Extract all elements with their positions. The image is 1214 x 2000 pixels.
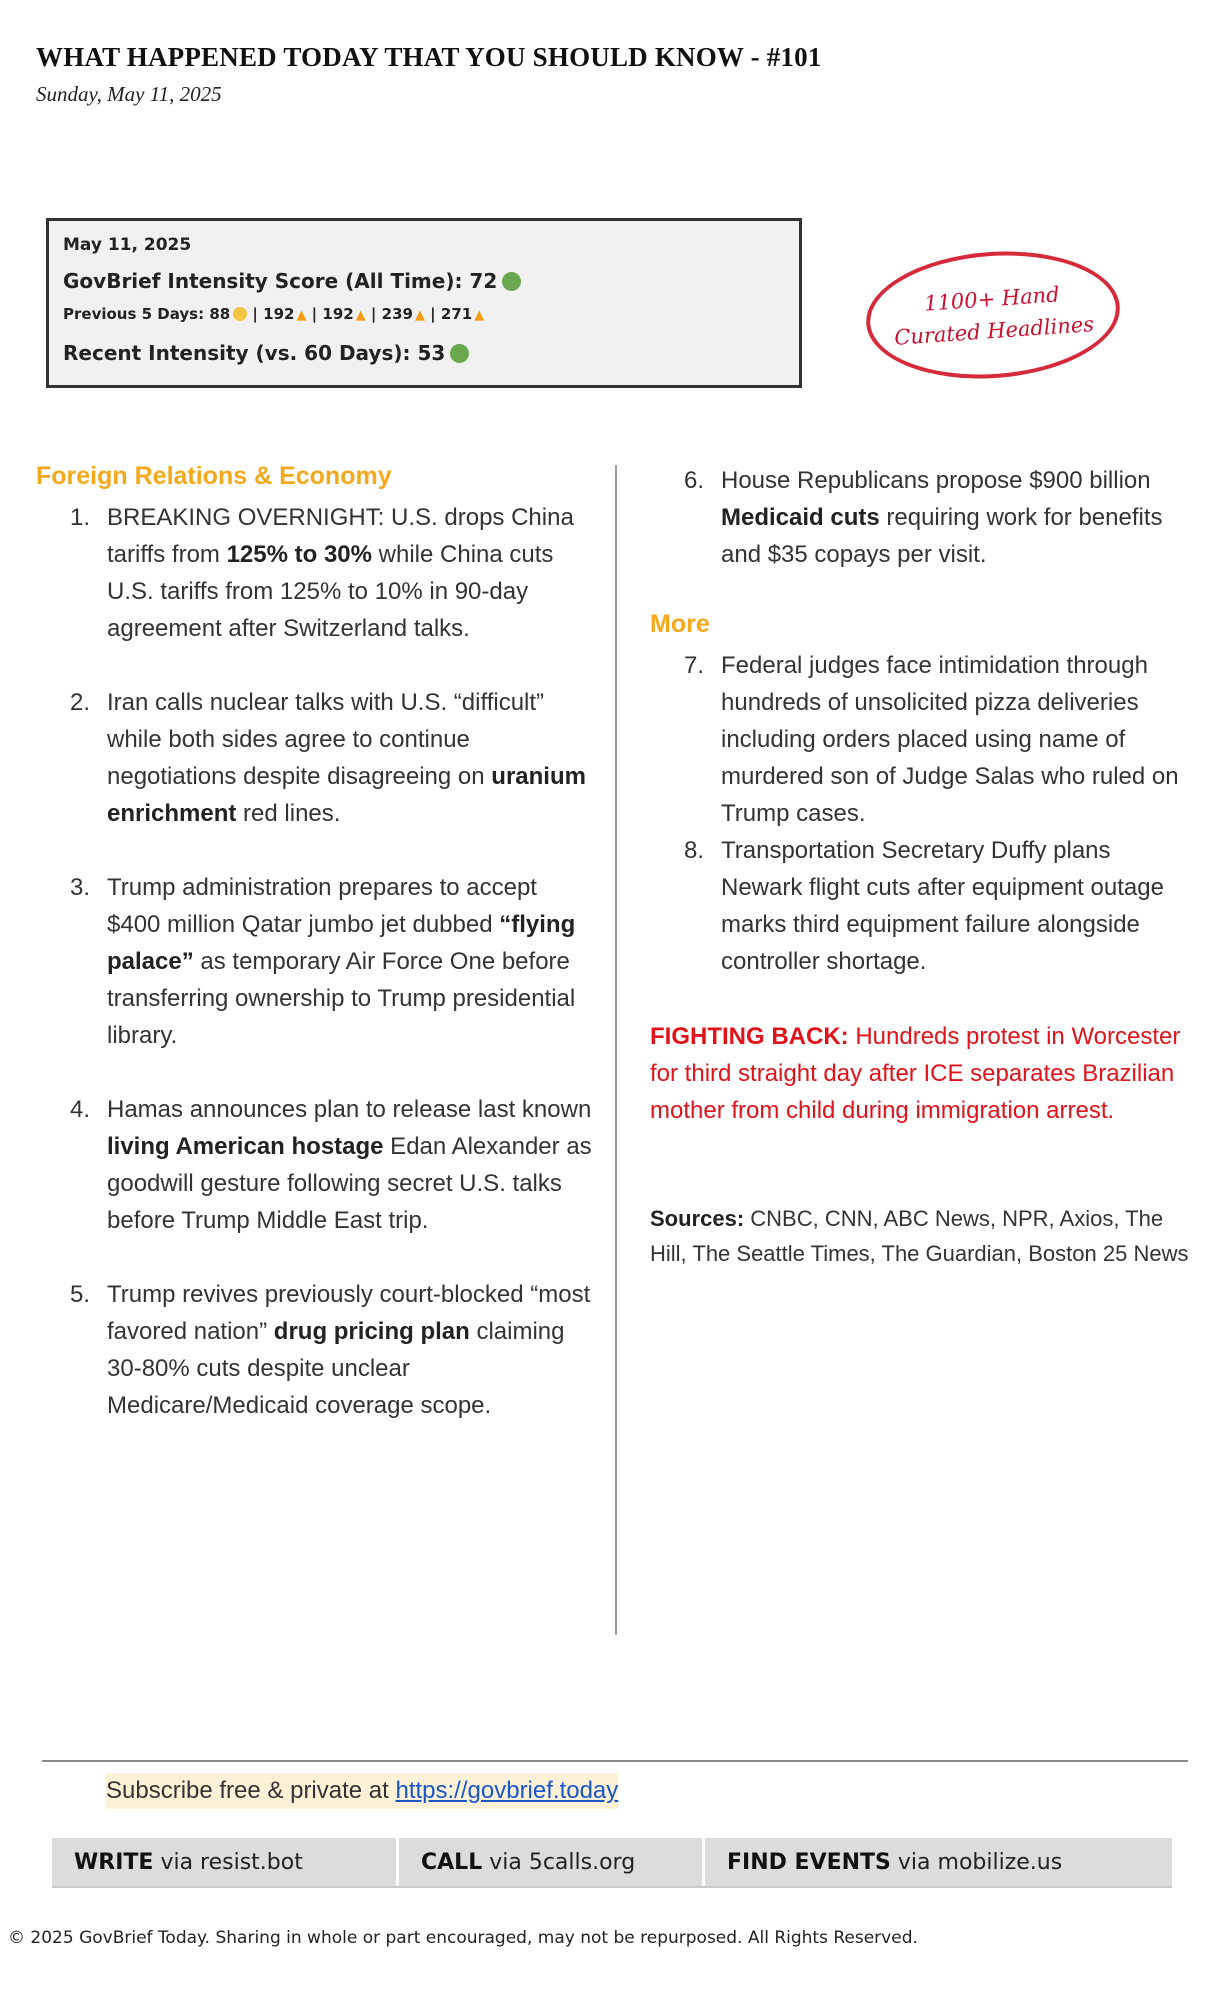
previous-days-label: Previous 5 Days: <box>63 305 205 323</box>
item-number: 8. <box>684 837 705 864</box>
subscribe-text: Subscribe free & private at <box>106 1777 396 1804</box>
item-number: 4. <box>70 1096 91 1123</box>
item-emphasis: Medicaid cuts <box>721 504 880 531</box>
item-text: House Republicans propose $900 billion <box>721 467 1151 494</box>
item-text: Transportation Secretary Duffy plans Newark flight cuts after equipment outage marks third equipment failure alongside controller shortage. <box>721 837 1164 975</box>
subscribe-line <box>106 1773 618 1809</box>
item-text: Edan Alexander as goodwill gesture following secret U.S. talks before Trump Middle East trip. <box>107 1133 592 1234</box>
item-text: BREAKING OVERNIGHT: U.S. drops China tariffs from <box>107 504 574 568</box>
fighting-back-note <box>650 1018 1195 1129</box>
more-list <box>650 647 1195 980</box>
write-action-verb: WRITE <box>74 1849 154 1875</box>
all-time-score-label: GovBrief Intensity Score (All Time): 72 <box>63 269 498 293</box>
stamp-line-1: 1100+ Hand <box>923 282 1061 316</box>
action-bar <box>52 1838 1172 1888</box>
item-text: Hamas announces plan to release last known <box>107 1096 592 1123</box>
headline-list-continued <box>650 462 1195 573</box>
list-item <box>36 1091 596 1239</box>
call-action-via: via 5calls.org <box>489 1849 636 1875</box>
find-events-action[interactable] <box>702 1838 1172 1886</box>
item-emphasis: uranium enrichment <box>107 763 586 827</box>
all-time-score <box>63 269 785 293</box>
write-action[interactable] <box>52 1838 396 1886</box>
item-number: 3. <box>70 874 91 901</box>
column-divider <box>615 465 617 1635</box>
item-text: while China cuts U.S. tariffs from 125% to 10% in 90-day agreement after Switzerland talks. <box>107 541 554 642</box>
subscribe-link[interactable]: https://govbrief.today <box>395 1777 619 1804</box>
intensity-score-box <box>46 218 802 388</box>
item-emphasis: drug pricing plan <box>273 1318 470 1345</box>
item-number: 1. <box>70 504 91 531</box>
green-circle-icon <box>502 272 521 291</box>
list-item <box>36 869 596 1054</box>
page-date: Sunday, May 11, 2025 <box>36 82 222 106</box>
score-date: May 11, 2025 <box>63 235 192 255</box>
previous-day-value: 271 <box>440 305 473 323</box>
item-emphasis: “flying palace” <box>107 911 576 975</box>
fire-icon: ▲ <box>474 308 485 323</box>
list-item <box>650 462 1195 573</box>
item-text: red lines. <box>236 800 341 827</box>
copyright-notice: © 2025 GovBrief Today. Sharing in whole or part encouraged, may not be repurposed. All Rights Reserved. <box>8 1928 918 1948</box>
fire-icon: ▲ <box>355 308 366 323</box>
fire-icon: ▲ <box>414 308 425 323</box>
curated-headlines-stamp <box>862 243 1124 386</box>
left-column <box>36 462 596 1461</box>
previous-day-value: 192 <box>322 305 354 323</box>
item-text: claiming 30-80% cuts despite unclear Medicare/Medicaid coverage scope. <box>107 1318 565 1419</box>
previous-day-value: 239 <box>381 305 413 323</box>
write-action-via: via resist.bot <box>160 1849 303 1875</box>
item-text: Trump administration prepares to accept $400 million Qatar jumbo jet dubbed <box>107 874 537 938</box>
recent-intensity <box>63 341 785 365</box>
list-item <box>36 684 596 832</box>
item-emphasis: living American hostage <box>107 1133 384 1160</box>
yellow-circle-icon <box>233 307 247 321</box>
item-number: 6. <box>684 467 705 494</box>
list-item <box>650 647 1195 832</box>
green-circle-icon <box>450 344 469 363</box>
stamp-line-2: Curated Headlines <box>893 312 1095 350</box>
call-action-verb: CALL <box>421 1849 483 1875</box>
section-heading-foreign-relations: Foreign Relations & Economy <box>36 462 392 490</box>
item-text: Trump revives previously court-blocked “most favored nation” <box>107 1281 591 1345</box>
find-events-action-verb: FIND EVENTS <box>727 1849 891 1875</box>
sources <box>650 1201 1195 1271</box>
item-text: as temporary Air Force One before transferring ownership to Trump presidential library. <box>107 948 576 1049</box>
item-text: Iran calls nuclear talks with U.S. “difficult” while both sides agree to continue negotiations despite disagreeing on <box>107 689 545 790</box>
find-events-action-via: via mobilize.us <box>897 1849 1063 1875</box>
sources-label: Sources: <box>650 1206 745 1231</box>
fire-icon: ▲ <box>296 308 307 323</box>
item-text: requiring work for benefits and $35 copays per visit. <box>721 504 1163 568</box>
section-heading-more: More <box>650 610 710 638</box>
call-action[interactable] <box>396 1838 702 1886</box>
previous-five-days: Previous 5 Days: 88 | 192 ▲ | 192 ▲ | 239 ▲ | 271 ▲ <box>63 305 485 323</box>
item-number: 7. <box>684 652 705 679</box>
list-item <box>36 499 596 647</box>
footer-divider <box>42 1760 1188 1762</box>
headline-list <box>36 499 596 1424</box>
fighting-back-text: Hundreds protest in Worcester for third straight day after ICE separates Brazilian mother from child during immigration arrest. <box>650 1023 1181 1124</box>
previous-day-value: 88 <box>209 305 231 323</box>
list-item <box>650 832 1195 980</box>
page-title: WHAT HAPPENED TODAY THAT YOU SHOULD KNOW - #101 <box>36 42 822 72</box>
previous-day-value: 192 <box>263 305 295 323</box>
item-number: 5. <box>70 1281 91 1308</box>
item-number: 2. <box>70 689 91 716</box>
sources-text: CNBC, CNN, ABC News, NPR, Axios, The Hill, The Seattle Times, The Guardian, Boston 25 News <box>650 1206 1189 1266</box>
fighting-back-label: FIGHTING BACK: <box>650 1023 849 1050</box>
item-emphasis: 125% to 30% <box>226 541 372 568</box>
item-text: Federal judges face intimidation through hundreds of unsolicited pizza deliveries including orders placed using name of murdered son of Judge Salas who ruled on Trump cases. <box>721 652 1179 827</box>
recent-intensity-label: Recent Intensity (vs. 60 Days): 53 <box>63 341 446 365</box>
list-item <box>36 1276 596 1424</box>
right-column <box>650 462 1195 1271</box>
